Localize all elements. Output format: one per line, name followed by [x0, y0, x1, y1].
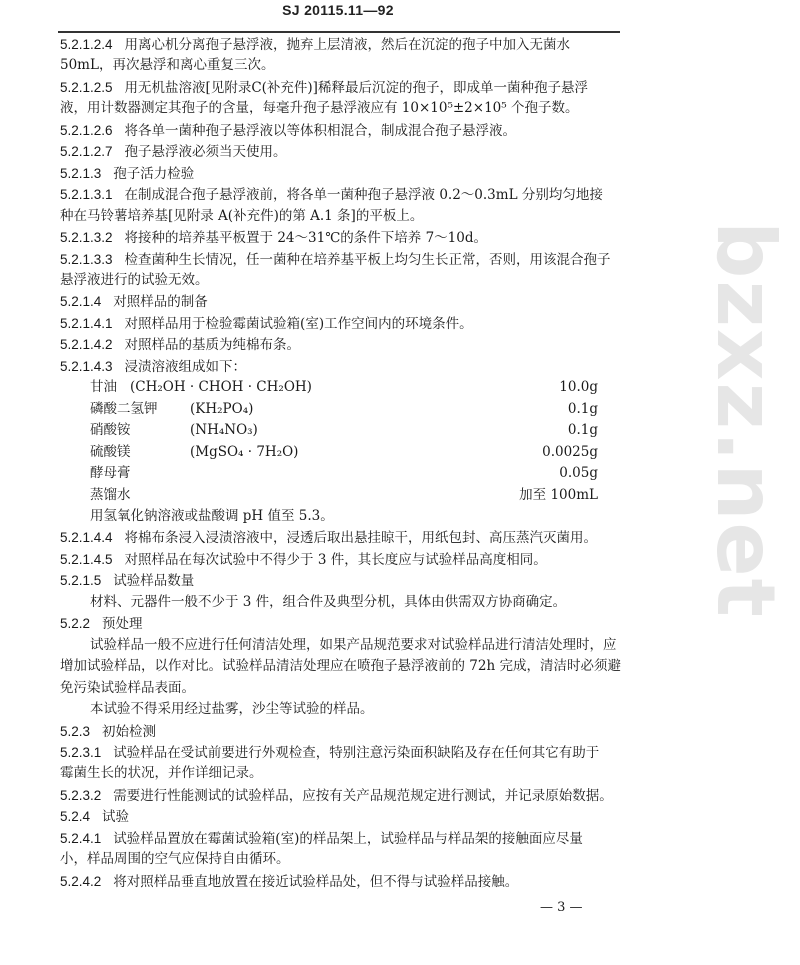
line-text: 孢子悬浮液必须当天使用。 — [124, 144, 287, 161]
clause-number: 5.2.1.3 — [60, 165, 102, 181]
ingredient-amount: 0.1g — [567, 400, 598, 417]
paragraph-line — [60, 592, 620, 613]
clause-number: 5.2.3.2 — [60, 787, 102, 803]
ingredient-formula: (CH₂OH · CHOH · CH₂OH) — [130, 379, 312, 396]
ingredient-row — [60, 442, 620, 463]
clause-line — [60, 527, 620, 548]
paragraph-line — [60, 506, 620, 527]
clause-line — [60, 742, 620, 763]
line-text: 用离心机分离孢子悬浮液，抛弃上层清液，然后在沉淀的孢子中加入无菌水 — [124, 37, 571, 53]
line-text: 将接种的培养基平板置于 24～31℃的条件下培养 7～10d。 — [124, 230, 487, 247]
clause-line — [60, 334, 620, 355]
clause-number: 5.2.1.4.5 — [60, 551, 113, 567]
clause-number: 5.2.1.4.1 — [60, 315, 113, 331]
paragraph-line — [60, 678, 620, 699]
line-text: 对照样品的基质为纯棉布条。 — [124, 337, 301, 354]
clause-line — [60, 291, 620, 312]
document-body — [60, 34, 620, 892]
line-text: 免污染试验样品表面。 — [60, 679, 195, 696]
line-text: 50mL，再次悬浮和离心重复三次。 — [60, 57, 275, 74]
ingredient-name: 甘油 — [90, 379, 117, 396]
clause-line — [60, 206, 620, 227]
clause-number: 5.2.3 — [60, 723, 91, 739]
clause-number: 5.2.1.5 — [60, 573, 102, 589]
line-text: 孢子活力检验 — [113, 165, 195, 182]
line-text: 霉菌生长的状况，并作详细记录。 — [60, 765, 263, 782]
clause-line — [60, 871, 620, 892]
clause-line — [60, 613, 620, 634]
clause-number: 5.2.1.4.2 — [60, 337, 113, 353]
line-text: 需要进行性能测试的试验样品，应按有关产品规范规定进行测试，并记录原始数据。 — [113, 787, 613, 804]
clause-line — [60, 98, 620, 119]
line-text: 预处理 — [102, 616, 143, 633]
line-text: 对照样品用于检验霉菌试验箱(室)工作空间内的环境条件。 — [124, 315, 473, 332]
ingredient-amount: 10.0g — [559, 379, 598, 396]
clause-line — [60, 34, 620, 55]
clause-number: 5.2.1.3.1 — [60, 187, 113, 203]
line-text: 小，样品周围的空气应保持自由循环。 — [60, 851, 290, 868]
clause-line — [60, 120, 620, 141]
ingredient-row — [60, 377, 620, 398]
line-text: 初始检测 — [102, 723, 157, 740]
clause-number: 5.2.3.1 — [60, 744, 102, 760]
line-text: 试验样品一般不应进行任何清洁处理，如果产品规范要求对试验样品进行清洁处理时，应 — [90, 636, 617, 653]
line-text: 在制成混合孢子悬浮液前，将各单一菌种孢子悬浮液 0.2～0.3mL 分别均匀地接 — [124, 187, 603, 204]
line-text: 对照样品在每次试验中不得少于 3 件，其长度应与试验样品高度相同。 — [124, 551, 547, 568]
line-text: 用氢氧化钠溶液或盐酸调 pH 值至 5.3。 — [90, 507, 334, 524]
ingredient-row — [60, 463, 620, 484]
line-text: 检查菌种生长情况，任一菌种在培养基平板上均匀生长正常，否则，用该混合孢子 — [124, 251, 611, 268]
ingredient-row — [60, 399, 620, 420]
clause-line — [60, 570, 620, 591]
line-text: 将对照样品垂直地放置在接近试验样品处，但不得与试验样品接触。 — [113, 873, 519, 890]
line-text: 材料、元器件一般不少于 3 件，组合件及典型分机，具体由供需双方协商确定。 — [90, 593, 567, 610]
line-text: 种在马铃薯培养基[见附录 A(补充件)的第 A.1 条]的平板上。 — [60, 207, 424, 224]
clause-line — [60, 227, 620, 248]
ingredient-formula: (MgSO₄ · 7H₂O) — [190, 443, 299, 460]
standard-code-header: SJ 20115.11—92 — [282, 2, 394, 18]
clause-line — [60, 77, 620, 98]
clause-number: 5.2.1.2.5 — [60, 79, 113, 95]
line-text: 将各单一菌种孢子悬浮液以等体积相混合，制成混合孢子悬浮液。 — [124, 122, 517, 139]
line-text: 悬浮液进行的试验无效。 — [60, 271, 209, 288]
clause-line — [60, 184, 620, 205]
clause-number: 5.2.4.1 — [60, 830, 102, 846]
header-rule — [58, 31, 620, 33]
ingredient-row — [60, 485, 620, 506]
ingredient-name: 蒸馏水 — [90, 486, 131, 503]
ingredient-name: 硫酸镁 — [90, 443, 131, 460]
watermark: bzxz.net — [699, 221, 792, 619]
line-text: 试验样品在受试前要进行外观检查，特别注意污染面积缺陷及存在任何其它有助于 — [113, 744, 600, 761]
paragraph-line — [60, 699, 620, 720]
clause-line — [60, 163, 620, 184]
clause-number: 5.2.1.2.4 — [60, 37, 113, 52]
ingredient-amount: 加至 100mL — [519, 486, 598, 503]
clause-line — [60, 806, 620, 827]
line-text: 增加试验样品，以作对比。试验样品清洁处理应在喷孢子悬浮液前的 72h 完成，清洁时必须避 — [60, 658, 621, 675]
ingredient-formula: (KH₂PO₄) — [190, 400, 254, 417]
clause-line — [60, 785, 620, 806]
ingredient-formula: (NH₄NO₃) — [190, 422, 258, 439]
ingredient-amount: 0.05g — [559, 465, 598, 482]
clause-line — [60, 763, 620, 784]
clause-line — [60, 721, 620, 742]
line-text: 试验 — [102, 809, 130, 826]
clause-line — [60, 270, 620, 291]
line-text: 将棉布条浸入浸渍溶液中，浸透后取出悬挂晾干，用纸包封、高压蒸汽灭菌用。 — [124, 530, 598, 547]
ingredient-amount: 0.1g — [567, 422, 598, 439]
clause-line — [60, 549, 620, 570]
ingredient-amount: 0.0025g — [542, 443, 598, 460]
clause-number: 5.2.2 — [60, 616, 91, 632]
line-text: 用无机盐溶液[见附录C(补充件)]稀释最后沉淀的孢子，即成单一菌种孢子悬浮 — [124, 79, 588, 96]
clause-number: 5.2.4.2 — [60, 873, 102, 889]
ingredient-name: 磷酸二氢钾 — [90, 400, 158, 417]
clause-line — [60, 141, 620, 162]
paragraph-line — [60, 656, 620, 677]
clause-number: 5.2.1.4.3 — [60, 358, 113, 374]
ingredient-name: 酵母膏 — [90, 465, 131, 482]
line-text: 本试验不得采用经过盐雾，沙尘等试验的样品。 — [90, 701, 374, 718]
ingredient-row — [60, 420, 620, 441]
line-text: 液，用计数器测定其孢子的含量，每毫升孢子悬浮液应有 10×10⁵±2×10⁵ 个孢子数。 — [60, 100, 579, 117]
clause-number: 5.2.1.4.4 — [60, 530, 113, 546]
line-text: 浸渍溶液组成如下： — [124, 358, 247, 375]
line-text: 试验样品数量 — [113, 573, 195, 590]
clause-line — [60, 356, 620, 377]
paragraph-line — [60, 635, 620, 656]
clause-line — [60, 249, 620, 270]
clause-line — [60, 313, 620, 334]
clause-number: 5.2.1.3.3 — [60, 251, 113, 267]
clause-line — [60, 828, 620, 849]
line-text: 对照样品的制备 — [113, 294, 208, 311]
clause-number: 5.2.1.4 — [60, 294, 102, 310]
clause-line — [60, 55, 620, 76]
clause-number: 5.2.1.3.2 — [60, 230, 113, 246]
line-text: 试验样品置放在霉菌试验箱(室)的样品架上，试验样品与样品架的接触面应尽量 — [113, 830, 583, 847]
clause-number: 5.2.4 — [60, 809, 91, 825]
clause-line — [60, 849, 620, 870]
clause-number: 5.2.1.2.6 — [60, 122, 113, 138]
clause-number: 5.2.1.2.7 — [60, 144, 113, 160]
page-number: — 3 — — [540, 900, 583, 915]
ingredient-name: 硝酸铵 — [90, 422, 131, 439]
